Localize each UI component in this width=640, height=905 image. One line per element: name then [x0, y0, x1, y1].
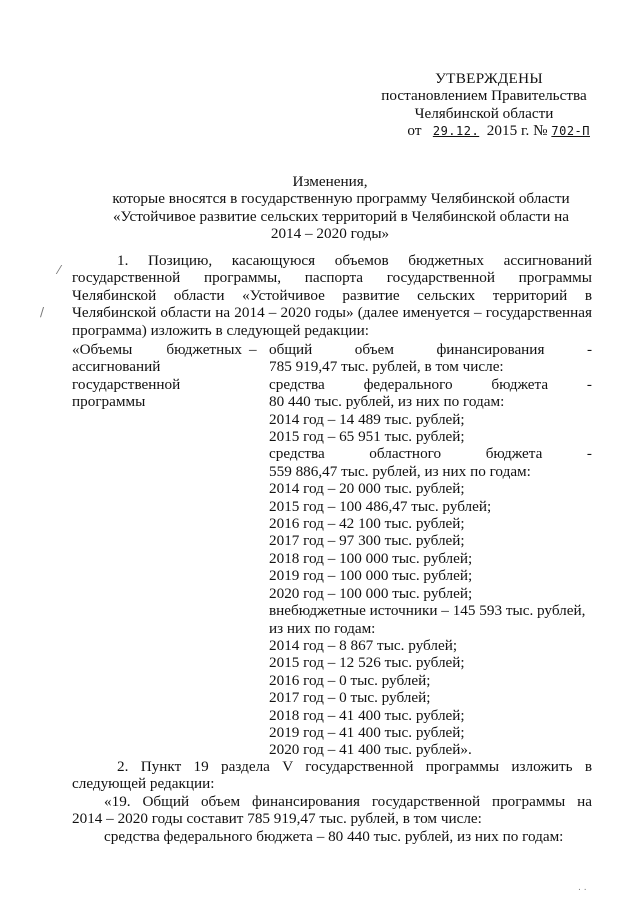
value-line: 2018 год – 41 400 тыс. рублей; [269, 706, 465, 724]
margin-mark: ⁄ [58, 263, 61, 277]
item-2-line: следующей редакции: [72, 775, 215, 793]
margin-mark: / [40, 305, 45, 319]
value-line: 2016 год – 42 100 тыс. рублей; [269, 515, 465, 533]
budget-table-label [72, 341, 267, 411]
item-1-paragraph [72, 252, 592, 339]
document-title [60, 173, 600, 243]
value-line: 2020 год – 100 000 тыс. рублей; [269, 584, 473, 602]
item-2-line: средства федерального бюджета – 80 440 тыс. рублей, из них по годам: [104, 827, 564, 845]
approval-line-2: Челябинской области [414, 104, 554, 122]
value-line: 2014 год – 14 489 тыс. рублей; [269, 410, 465, 428]
value-line: 559 886,47 тыс. рублей, из них по годам: [269, 462, 531, 480]
value-line: внебюджетные источники – 145 593 тыс. рублей, [269, 602, 586, 620]
title-line-4: 2014 – 2020 годы» [270, 225, 390, 243]
item-2-line: 2014 – 2020 годы составит 785 919,47 тыс. рублей, в том числе: [72, 810, 482, 828]
value-line: 2018 год – 100 000 тыс. рублей; [269, 549, 473, 567]
title-line-3: «Устойчивое развитие сельских территорий в Челябинской области на [112, 207, 570, 225]
label-line: «Объемы бюджетных [72, 341, 242, 358]
value-line: 2019 год – 100 000 тыс. рублей; [269, 567, 473, 585]
approval-line-1: постановлением Правительства [381, 87, 587, 105]
value-line: 2015 год – 12 526 тыс. рублей; [269, 654, 465, 672]
item-1-line: государственной программы, паспорта государственной программы [72, 269, 592, 287]
label-line: ассигнований [72, 358, 161, 376]
date-prefix: от [407, 122, 422, 140]
value-line: 2019 год – 41 400 тыс. рублей; [269, 723, 465, 741]
value-line: 2017 год – 0 тыс. рублей; [269, 689, 431, 707]
title-line-1: Изменения, [292, 173, 368, 190]
value-line: 2015 год – 65 951 тыс. рублей; [269, 428, 465, 446]
value-line: 80 440 тыс. рублей, из них по годам: [269, 393, 505, 411]
item-1-line: 1. Позицию, касающуюся объемов бюджетных ассигнований [117, 252, 592, 269]
year-text: 2015 г. № [486, 122, 548, 140]
value-line: средства областного бюджета - [269, 445, 592, 463]
item-1-line: Челябинской области «Устойчивое развитие сельских территорий в [72, 286, 592, 304]
value-line: 2014 год – 8 867 тыс. рублей; [269, 636, 458, 654]
label-line: государственной [72, 375, 181, 393]
number-value: 702-П [551, 124, 590, 139]
value-line: 2014 год – 20 000 тыс. рублей; [269, 480, 465, 498]
approval-stamp [360, 70, 590, 141]
page-corner-mark: . . [578, 883, 587, 893]
value-line: 2020 год – 41 400 тыс. рублей». [269, 741, 472, 759]
value-line: из них по годам: [269, 619, 376, 637]
title-line-2: которые вносятся в государственную программу Челябинской области [112, 190, 570, 208]
value-line: 2017 год – 97 300 тыс. рублей; [269, 532, 465, 550]
table-dash: – [249, 341, 257, 358]
item-2-line: 2. Пункт 19 раздела V государственной программы изложить в [117, 758, 592, 775]
item-1-line: программа) изложить в следующей редакции: [72, 321, 369, 339]
item-2-paragraph [72, 758, 592, 845]
date-value: 29.12. [432, 124, 480, 139]
budget-table-values [269, 341, 592, 759]
item-2-line: «19. Общий объем финансирования государственной программы на [104, 792, 592, 810]
approval-date-line [360, 122, 590, 140]
approval-title: УТВЕРЖДЕНЫ [435, 70, 543, 87]
value-line: 2016 год – 0 тыс. рублей; [269, 671, 431, 689]
value-line: 785 919,47 тыс. рублей, в том числе: [269, 358, 504, 376]
label-line: программы [72, 393, 146, 411]
value-line: 2015 год – 100 486,47 тыс. рублей; [269, 497, 492, 515]
value-line: общий объем финансирования - [269, 341, 592, 358]
value-line: средства федерального бюджета - [269, 375, 592, 393]
item-1-line: Челябинской области на 2014 – 2020 годы» (далее именуется – государственная [72, 304, 592, 322]
